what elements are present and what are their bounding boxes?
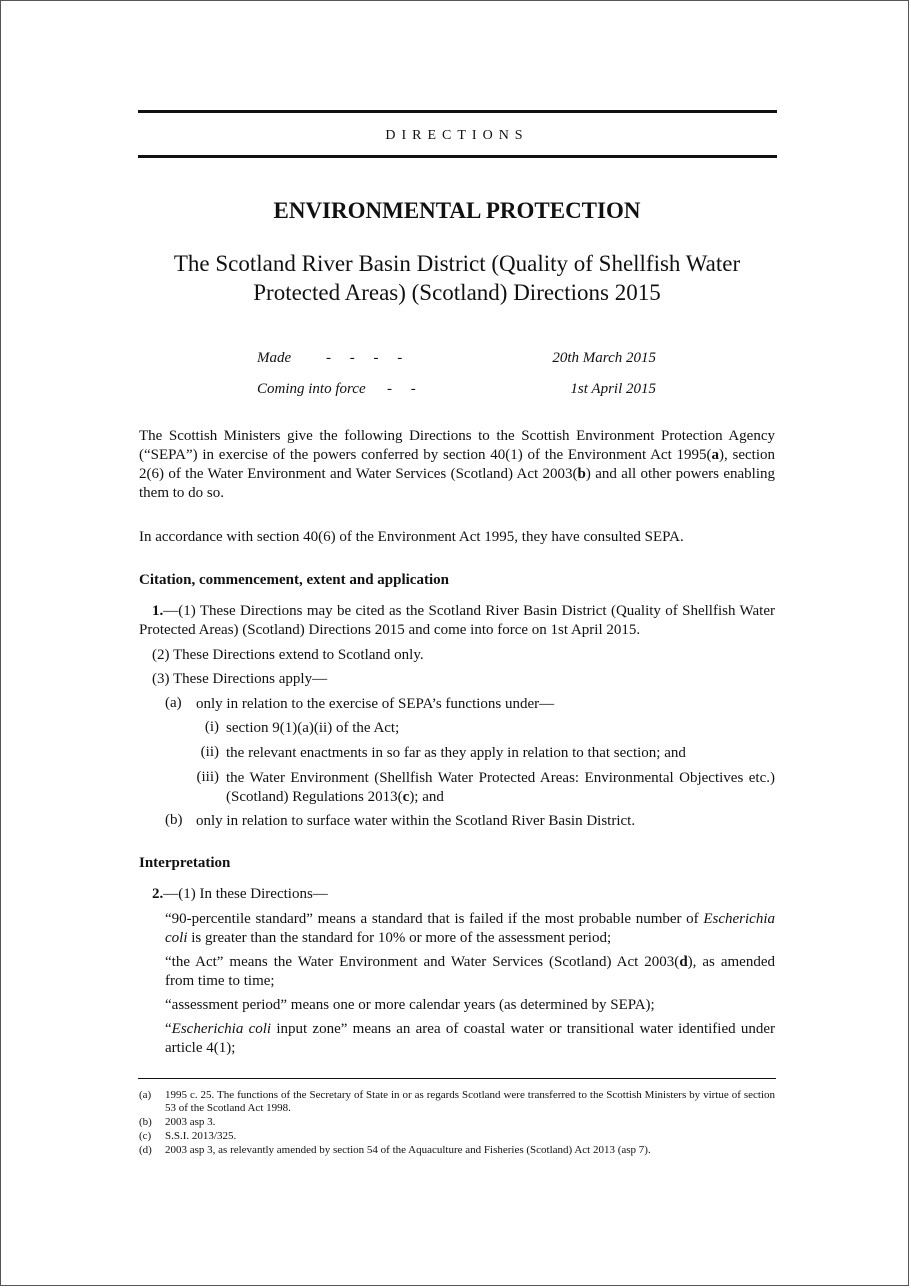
item-i-text: section 9(1)(a)(ii) of the Act; <box>226 720 400 736</box>
preamble-text-3: ) and all other powers enabling them to do so. <box>139 466 775 501</box>
definition-assessment-period: “assessment period” means one or more calendar years (as determined by SEPA); <box>165 997 655 1013</box>
preamble-text-1: The Scottish Ministers give the following Directions to the Scottish Environment Protection Agency (“SEPA”) in exercise of the powers conferred by section 40(1) of the Environment Act 1995( <box>139 428 775 463</box>
item-iii-text-1: the Water Environment (Shellfish Water Protected Areas: Environmental Objectives etc.) (Scotland) Regulations 2013( <box>226 770 775 805</box>
directions-title-line-1: The Scotland River Basin District (Quality of Shellfish Water <box>173 251 741 276</box>
definition-input-zone-species: Escherichia coli <box>171 1021 272 1037</box>
directions-label: DIRECTIONS <box>385 128 529 143</box>
item-b-label: (b) <box>165 812 183 828</box>
directions-title-line-2: Protected Areas) (Scotland) Directions 2015 <box>253 280 661 305</box>
footnote-a <box>139 1089 775 1115</box>
section-2-number: 2. <box>152 886 164 902</box>
item-iii-text-2: ); and <box>409 789 444 805</box>
coming-into-force-date: 1st April 2015 <box>570 381 656 397</box>
footnote-d-label: (d) <box>139 1144 152 1156</box>
header-bottom-rule <box>138 155 777 158</box>
item-a-text: only in relation to the exercise of SEPA’s functions under— <box>196 696 555 712</box>
footnote-ref-a: a <box>711 447 720 463</box>
definition-90-percentile-species: Escherichia coli <box>165 911 775 946</box>
footnote-ref-d: d <box>679 954 688 970</box>
item-b-text: only in relation to surface water within the Scotland River Basin District. <box>196 813 636 829</box>
footnote-c-text: S.S.I. 2013/325. <box>165 1130 237 1142</box>
item-iii-text <box>226 769 775 807</box>
definition-the-act <box>165 953 775 991</box>
preamble-text-2: ), section 2(6) of the Water Environment and Water Services (Scotland) Act 2003( <box>139 447 776 482</box>
definition-90-percentile-text-1: “90-percentile standard” means a standard that is failed if the most probable number of <box>165 911 704 927</box>
footnote-rule <box>138 1078 776 1079</box>
section-1-heading: Citation, commencement, extent and application <box>139 572 449 588</box>
item-i-label: (i) <box>204 719 219 735</box>
section-1-paragraph-2: (2) These Directions extend to Scotland only. <box>152 647 424 663</box>
footnote-b-text: 2003 asp 3. <box>165 1116 216 1128</box>
section-2-paragraph-1-text: —(1) In these Directions— <box>163 886 328 902</box>
footnote-ref-b: b <box>577 466 586 482</box>
footnote-d-text: 2003 asp 3, as relevantly amended by section 54 of the Aquaculture and Fisheries (Scotland) Act 2013 (asp 7). <box>165 1144 651 1156</box>
section-1-paragraph-1 <box>139 602 775 640</box>
footnote-a-label: (a) <box>139 1089 152 1101</box>
section-2-paragraph-1 <box>152 885 775 904</box>
coming-into-force-label: Coming into force <box>257 381 366 397</box>
definition-90-percentile <box>165 910 775 948</box>
footnote-ref-c: c <box>402 789 410 805</box>
made-dashes: - - - - <box>326 350 403 366</box>
footnote-b-label: (b) <box>139 1116 152 1128</box>
subject-heading: ENVIRONMENTAL PROTECTION <box>273 198 641 223</box>
coming-into-force-dashes: - - <box>387 381 416 397</box>
definition-input-zone-quote: “ <box>165 1021 172 1037</box>
footnote-a-text: 1995 c. 25. The functions of the Secretary of State in or as regards Scotland were transferred to the Scottish Ministers by virtue of section 53 of the Scotland Act 1998. <box>165 1089 775 1114</box>
item-a-label: (a) <box>165 695 182 711</box>
preamble-paragraph <box>139 427 775 503</box>
header-top-rule <box>138 110 777 113</box>
made-date: 20th March 2015 <box>552 350 656 366</box>
footnote-b <box>139 1116 775 1129</box>
made-label: Made <box>257 350 292 366</box>
footnote-c <box>139 1130 775 1143</box>
footnote-c-label: (c) <box>139 1130 152 1142</box>
section-1-number: 1. <box>152 603 164 619</box>
definition-the-act-text-2: ), as amended from time to time; <box>165 954 775 989</box>
definition-input-zone-text: input zone” means an area of coastal water or transitional water identified under article 4(1); <box>165 1021 776 1056</box>
definition-the-act-text-1: “the Act” means the Water Environment and Water Services (Scotland) Act 2003( <box>165 954 680 970</box>
definition-90-percentile-text-2: is greater than the standard for 10% or more of the assessment period; <box>187 930 612 946</box>
section-1-paragraph-1-text: —(1) These Directions may be cited as the Scotland River Basin District (Quality of Shellfish Water Protected Areas) (Scotland) Directions 2015 and come into force on 1st April 2015. <box>139 603 775 638</box>
directions-title <box>139 249 775 307</box>
item-ii-text: the relevant enactments in so far as they apply in relation to that section; and <box>226 745 686 761</box>
consultation-paragraph: In accordance with section 40(6) of the Environment Act 1995, they have consulted SEPA. <box>139 529 684 545</box>
item-iii-label: (iii) <box>196 769 219 785</box>
section-1-paragraph-3: (3) These Directions apply— <box>152 671 328 687</box>
item-ii-label: (ii) <box>200 744 219 760</box>
definition-input-zone <box>165 1020 775 1058</box>
section-2-heading: Interpretation <box>139 855 231 871</box>
footnote-d <box>139 1144 775 1157</box>
